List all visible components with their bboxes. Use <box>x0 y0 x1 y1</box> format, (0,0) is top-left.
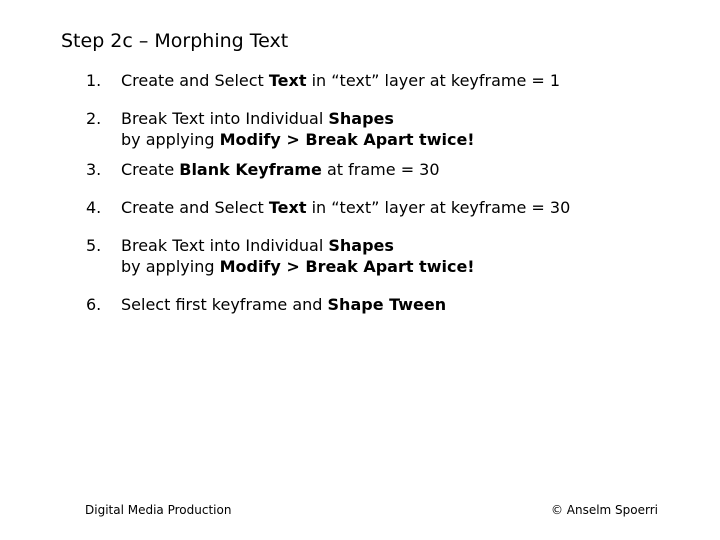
step-text-segment: Create and Select <box>121 198 269 217</box>
step-text-emphasis: Blank Keyframe <box>179 160 322 179</box>
step-text-segment: Select first keyframe and <box>121 295 328 314</box>
step-line <box>121 197 570 218</box>
footer-copyright: © Anselm Spoerri <box>550 503 658 517</box>
step-text-segment: Break Text into Individual <box>121 109 329 128</box>
step-text-segment: Break Text into Individual <box>121 236 329 255</box>
step-line <box>121 129 475 150</box>
step-text-segment: by applying <box>121 130 220 149</box>
step-text-segment: in “text” layer at keyframe = 30 <box>306 198 571 217</box>
step-text-emphasis: Modify > Break Apart twice! <box>219 130 475 149</box>
step-number: 5. <box>86 236 102 255</box>
step-text <box>121 197 570 218</box>
step-text <box>121 70 560 91</box>
step-text-segment: Create <box>121 160 180 179</box>
step-text-emphasis: Shapes <box>328 236 394 255</box>
page-title: Step 2c – Morphing Text <box>61 30 289 52</box>
step-text-emphasis: Modify > Break Apart twice! <box>219 257 475 276</box>
step-text-emphasis: Shapes <box>328 109 394 128</box>
step-text-emphasis: Shape Tween <box>327 295 447 314</box>
step-line <box>121 70 560 91</box>
step-line <box>121 294 446 315</box>
step-number: 4. <box>86 198 102 217</box>
step-text-segment: by applying <box>121 257 220 276</box>
step-line <box>121 235 475 256</box>
step-text <box>121 108 475 150</box>
step-number: 2. <box>86 109 102 128</box>
step-text-emphasis: Text <box>268 71 307 90</box>
step-text-segment: Create and Select <box>121 71 269 90</box>
step-number: 3. <box>86 160 102 179</box>
step-line <box>121 256 475 277</box>
step-text <box>121 159 440 180</box>
step-text <box>121 235 475 277</box>
step-text-emphasis: Text <box>268 198 307 217</box>
step-text <box>121 294 446 315</box>
step-line <box>121 159 440 180</box>
step-number: 6. <box>86 295 102 314</box>
step-line <box>121 108 475 129</box>
footer-course-name: Digital Media Production <box>85 503 232 517</box>
step-number: 1. <box>86 71 102 90</box>
step-text-segment: in “text” layer at keyframe = 1 <box>306 71 561 90</box>
step-text-segment: at frame = 30 <box>321 160 440 179</box>
